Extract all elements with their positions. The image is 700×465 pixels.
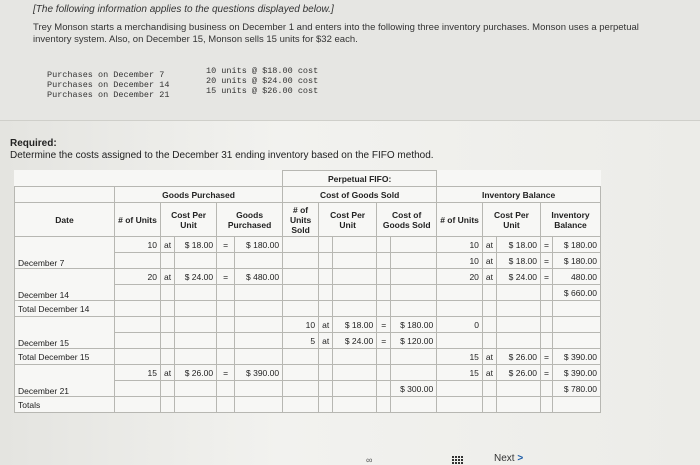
gp-dec7-cpu[interactable]: $ 18.00 <box>175 237 217 253</box>
at-label: at <box>482 365 496 381</box>
inv-total-dec14: $ 660.00 <box>552 285 600 301</box>
equals-sign: = <box>377 317 391 333</box>
purchase-label-1: Purchases on December 7 <box>47 70 165 80</box>
inv-dec14-total-b: 480.00 <box>552 269 600 285</box>
grid-icon[interactable] <box>452 456 464 464</box>
intro-panel <box>0 0 700 121</box>
purchase-detail-1: 10 units @ $18.00 cost <box>206 66 319 76</box>
cogs1-total: $ 180.00 <box>391 317 437 333</box>
cogs2-cpu[interactable]: $ 24.00 <box>333 333 377 349</box>
col-inventory-balance: Inventory Balance <box>541 203 601 237</box>
gp-dec14-cpu[interactable]: $ 24.00 <box>175 269 217 285</box>
intro-paragraph: Trey Monson starts a merchandising business on December 1 and enters into the following three inventory purchases. Monson uses a perpetual inventory system. Also, on December 15, Monson sells 15 units for $32 each. <box>33 22 639 45</box>
intro-note: [The following information applies to the questions displayed below.] <box>33 4 334 15</box>
required-text: Determine the costs assigned to the December 31 ending inventory based on the FIFO method. <box>10 150 434 161</box>
inv-dec21-total-b: $ 390.00 <box>552 365 600 381</box>
equals-sign: = <box>217 237 235 253</box>
at-label: at <box>161 237 175 253</box>
inv-dec21-cpu-b[interactable]: $ 26.00 <box>497 365 541 381</box>
cogs1-units[interactable]: 10 <box>283 317 319 333</box>
inv-dec21-units-b[interactable]: 15 <box>437 365 483 381</box>
link-icon: ∞ <box>366 455 373 465</box>
at-label: at <box>319 317 333 333</box>
col-cost-of-goods-sold: Cost of Goods Sold <box>377 203 437 237</box>
purchase-detail-3: 15 units @ $26.00 cost <box>206 86 319 96</box>
equals-sign: = <box>541 253 553 269</box>
row-dec21-label: December 21 <box>15 365 115 397</box>
at-label: at <box>482 349 496 365</box>
row-dec14-label: December 14 <box>15 269 115 301</box>
fifo-table <box>14 170 601 413</box>
gp-dec7-total: $ 180.00 <box>235 237 283 253</box>
col-units-sold: # of Units Sold <box>283 203 319 237</box>
gp-dec21-cpu[interactable]: $ 26.00 <box>175 365 217 381</box>
cogs-header: Cost of Goods Sold <box>283 187 437 203</box>
inv-dec7-units[interactable]: 10 <box>437 237 483 253</box>
at-label: at <box>482 237 496 253</box>
col-cost-per-unit: Cost Per Unit <box>161 203 217 237</box>
col-goods-purchased: Goods Purchased <box>217 203 283 237</box>
purchase-detail-2: 20 units @ $24.00 cost <box>206 76 319 86</box>
row-dec7-label: December 7 <box>15 237 115 269</box>
inv-dec14-total-a: $ 180.00 <box>552 253 600 269</box>
purchase-label-2: Purchases on December 14 <box>47 80 170 90</box>
inv-dec14-units-b[interactable]: 20 <box>437 269 483 285</box>
next-button[interactable] <box>494 453 523 464</box>
inv-dec14-units-a[interactable]: 10 <box>437 253 483 269</box>
gp-dec14-units[interactable]: 20 <box>115 269 161 285</box>
next-label: Next <box>494 453 515 464</box>
equals-sign: = <box>541 237 553 253</box>
row-total-dec14-label: Total December 14 <box>15 301 115 317</box>
goods-purchased-header: Goods Purchased <box>115 187 283 203</box>
at-label: at <box>161 269 175 285</box>
row-dec15-label: December 15 <box>15 317 115 349</box>
cogs1-cpu[interactable]: $ 18.00 <box>333 317 377 333</box>
gp-dec21-units[interactable]: 15 <box>115 365 161 381</box>
cogs2-total: $ 120.00 <box>391 333 437 349</box>
col-inv-units: # of Units <box>437 203 483 237</box>
inv-total-dec21: $ 780.00 <box>552 381 600 397</box>
equals-sign: = <box>541 349 553 365</box>
required-title: Required: <box>10 138 57 149</box>
equals-sign: = <box>541 365 553 381</box>
inv-dec15-units[interactable]: 0 <box>437 317 483 333</box>
equals-sign: = <box>377 333 391 349</box>
gp-dec21-total: $ 390.00 <box>235 365 283 381</box>
inv-dec7-total: $ 180.00 <box>552 237 600 253</box>
chevron-right-icon: > <box>517 453 524 464</box>
gp-dec14-total: $ 480.00 <box>235 269 283 285</box>
cogs2-units[interactable]: 5 <box>283 333 319 349</box>
gp-dec7-units[interactable]: 10 <box>115 237 161 253</box>
inv-dec14-cpu-b[interactable]: $ 24.00 <box>497 269 541 285</box>
equals-sign: = <box>217 269 235 285</box>
row-totals-label: Totals <box>15 397 115 413</box>
inv-dec21-total-a: $ 390.00 <box>552 349 600 365</box>
inv-dec21-cpu-a[interactable]: $ 26.00 <box>497 349 541 365</box>
perpetual-fifo-title: Perpetual FIFO: <box>283 171 437 187</box>
at-label: at <box>482 269 496 285</box>
inv-dec21-units-a[interactable]: 15 <box>437 349 483 365</box>
inventory-balance-header: Inventory Balance <box>437 187 601 203</box>
col-cogs-cost-per-unit: Cost Per Unit <box>319 203 377 237</box>
cogs-total: $ 300.00 <box>391 381 437 397</box>
inv-dec7-cpu[interactable]: $ 18.00 <box>497 237 541 253</box>
purchase-label-3: Purchases on December 21 <box>47 90 170 100</box>
required-section <box>10 138 434 162</box>
inv-dec14-cpu-a[interactable]: $ 18.00 <box>497 253 541 269</box>
row-total-dec15-label: Total December 15 <box>15 349 115 365</box>
at-label: at <box>319 333 333 349</box>
equals-sign: = <box>541 269 553 285</box>
equals-sign: = <box>217 365 235 381</box>
col-date: Date <box>15 203 115 237</box>
at-label: at <box>482 253 496 269</box>
at-label: at <box>161 365 175 381</box>
col-units: # of Units <box>115 203 161 237</box>
col-inv-cost-per-unit: Cost Per Unit <box>482 203 540 237</box>
